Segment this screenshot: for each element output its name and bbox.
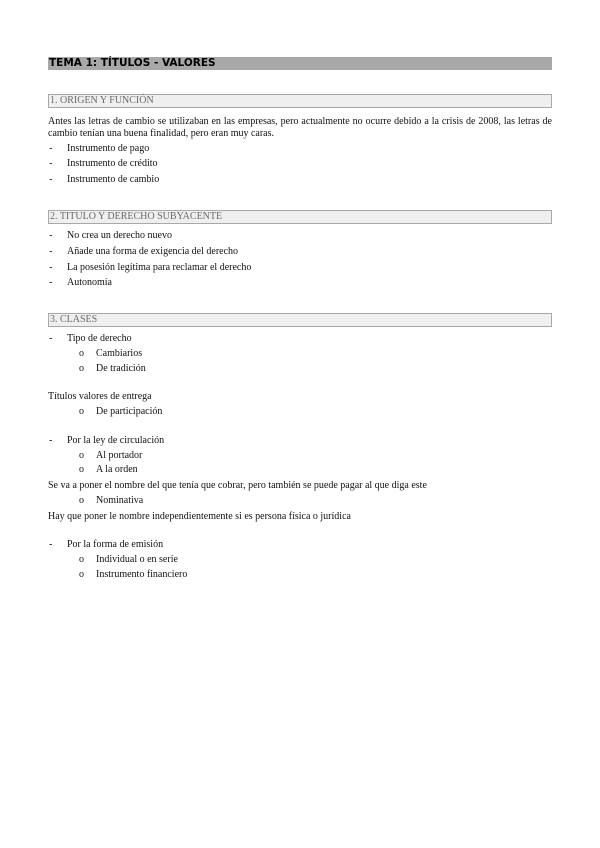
dash-bullet: - bbox=[49, 435, 53, 446]
section-heading-clases: 3. CLASES bbox=[48, 313, 552, 327]
sub-list-item: A la orden bbox=[96, 464, 138, 475]
list-item: Tipo de derecho bbox=[67, 333, 132, 344]
dash-bullet: - bbox=[49, 333, 53, 344]
section-1-intro: Antes las letras de cambio se utilizaban en las empresas, pero actualmente no ocurre debido a la crisis de 2008, las letras de cambio tenían una buena finalidad, pero eran muy caras. bbox=[48, 116, 552, 139]
document-title: TEMA 1: TÍTULOS - VALORES bbox=[48, 57, 552, 70]
dash-bullet: - bbox=[49, 230, 53, 241]
sub-list-item: Cambiarios bbox=[96, 348, 143, 359]
circle-bullet: o bbox=[79, 495, 84, 506]
circle-bullet: o bbox=[79, 450, 84, 461]
list-item: Añade una forma de exigencia del derecho bbox=[67, 246, 239, 257]
list-item: Por la forma de emisión bbox=[67, 539, 164, 550]
sub-list-item: Nominativa bbox=[96, 495, 144, 506]
paragraph-note: Se va a poner el nombre del que tenía que cobrar, pero también se puede pagar al que diga este bbox=[48, 480, 427, 491]
circle-bullet: o bbox=[79, 348, 84, 359]
circle-bullet: o bbox=[79, 406, 84, 417]
sub-list-item: De participación bbox=[96, 406, 163, 417]
dash-bullet: - bbox=[49, 539, 53, 550]
list-item: Instrumento de cambio bbox=[67, 174, 160, 185]
sub-list-item: Al portador bbox=[96, 450, 143, 461]
circle-bullet: o bbox=[79, 569, 84, 580]
dash-bullet: - bbox=[49, 246, 53, 257]
dash-bullet: - bbox=[49, 158, 53, 169]
list-item: La posesión legítima para reclamar el derecho bbox=[67, 262, 252, 273]
dash-bullet: - bbox=[49, 143, 53, 154]
list-item: Autonomía bbox=[67, 277, 112, 288]
circle-bullet: o bbox=[79, 363, 84, 374]
list-item: Instrumento de pago bbox=[67, 143, 150, 154]
circle-bullet: o bbox=[79, 464, 84, 475]
section-heading-titulo: 2. TITULO Y DERECHO SUBYACENTE bbox=[48, 210, 552, 224]
circle-bullet: o bbox=[79, 554, 84, 565]
paragraph-note: Títulos valores de entrega bbox=[48, 391, 152, 402]
list-item: No crea un derecho nuevo bbox=[67, 230, 172, 241]
dash-bullet: - bbox=[49, 262, 53, 273]
dash-bullet: - bbox=[49, 277, 53, 288]
sub-list-item: Instrumento financiero bbox=[96, 569, 188, 580]
dash-bullet: - bbox=[49, 174, 53, 185]
list-item: Por la ley de circulación bbox=[67, 435, 165, 446]
sub-list-item: Individual o en serie bbox=[96, 554, 178, 565]
list-item: Instrumento de crédito bbox=[67, 158, 158, 169]
section-heading-origen: 1. ORIGEN Y FUNCIÓN bbox=[48, 94, 552, 108]
sub-list-item: De tradición bbox=[96, 363, 146, 374]
paragraph-note: Hay que poner le nombre independientemente si es persona física o jurídica bbox=[48, 511, 351, 522]
